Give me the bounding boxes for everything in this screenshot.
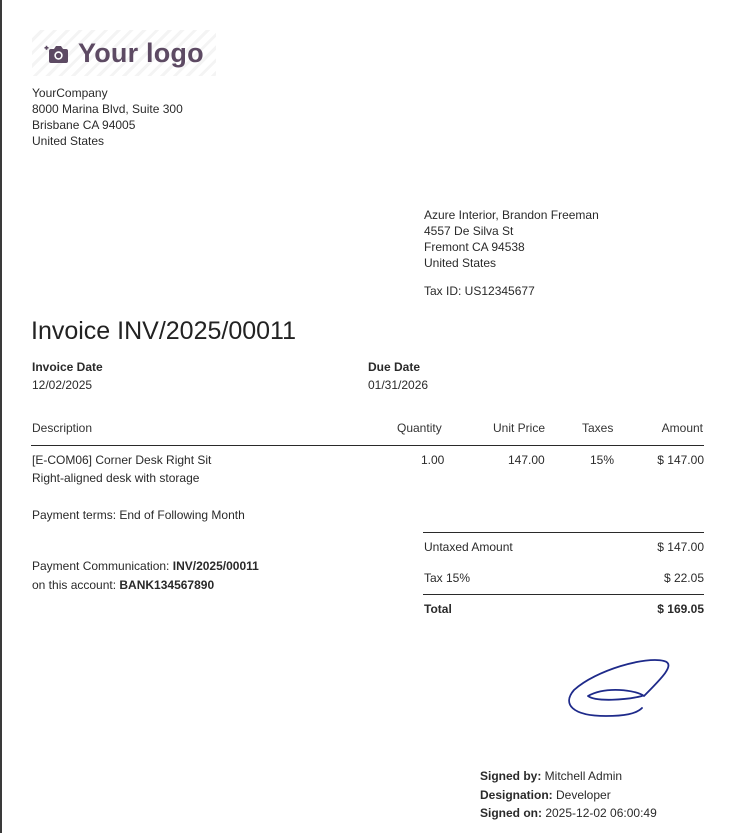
customer-address bbox=[424, 207, 599, 271]
customer-name: Azure Interior, Brandon Freeman bbox=[424, 208, 599, 222]
tax-value: $ 22.05 bbox=[663, 571, 704, 585]
customer-street: 4557 De Silva St bbox=[424, 224, 514, 238]
tax-label: Tax 15% bbox=[424, 571, 471, 585]
invoice-title: Invoice INV/2025/00011 bbox=[31, 317, 297, 345]
due-date-value: 01/31/2026 bbox=[368, 378, 429, 392]
company-address bbox=[32, 85, 183, 149]
company-name: YourCompany bbox=[32, 86, 108, 100]
due-date-label: Due Date bbox=[368, 360, 421, 374]
camera-plus-icon bbox=[44, 40, 70, 66]
line-unit-price: 147.00 bbox=[508, 453, 545, 467]
line-amount: $ 147.00 bbox=[657, 453, 704, 467]
line-quantity: 1.00 bbox=[421, 453, 445, 467]
page-border bbox=[0, 0, 2, 833]
logo-text: Your logo bbox=[78, 37, 204, 68]
totals-top-rule bbox=[423, 532, 704, 533]
column-header-taxes: Taxes bbox=[582, 421, 614, 435]
payment-communication-label: Payment Communication: bbox=[32, 559, 173, 573]
signed-by-value: Mitchell Admin bbox=[541, 769, 623, 783]
designation-value: Developer bbox=[552, 787, 611, 802]
line-description: [E-COM06] Corner Desk Right Sit bbox=[32, 453, 212, 467]
company-address-line2: Brisbane CA 94005 bbox=[32, 118, 136, 132]
invoice-date-label: Invoice Date bbox=[32, 360, 103, 374]
company-country: United States bbox=[32, 134, 105, 148]
column-header-amount: Amount bbox=[661, 421, 703, 435]
customer-city: Fremont CA 94538 bbox=[424, 240, 525, 254]
invoice-date-value: 12/02/2025 bbox=[32, 378, 93, 392]
payment-terms: Payment terms: End of Following Month bbox=[32, 508, 245, 522]
signed-on-value: 2025-12-02 06:00:49 bbox=[542, 806, 657, 820]
signature-image bbox=[566, 656, 674, 722]
total-value: $ 169.05 bbox=[657, 602, 704, 616]
line-description-detail: Right-aligned desk with storage bbox=[32, 471, 200, 485]
customer-tax-id: Tax ID: US12345677 bbox=[424, 284, 535, 298]
customer-country: United States bbox=[424, 256, 497, 270]
company-logo bbox=[32, 30, 216, 76]
line-taxes: 15% bbox=[590, 453, 615, 467]
payment-account-value: BANK134567890 bbox=[119, 578, 215, 592]
table-header-rule bbox=[31, 445, 704, 446]
payment-account-label: on this account: bbox=[32, 578, 120, 592]
total-rule bbox=[423, 594, 704, 595]
signed-on-label: Signed on: bbox=[480, 806, 542, 820]
payment-communication bbox=[32, 557, 259, 595]
column-header-quantity: Quantity bbox=[397, 421, 442, 435]
payment-communication-value: INV/2025/00011 bbox=[172, 559, 259, 573]
untaxed-amount-value: $ 147.00 bbox=[657, 540, 704, 554]
total-label: Total bbox=[424, 602, 452, 616]
designation-label: Designation: bbox=[480, 787, 553, 802]
signature-details bbox=[480, 767, 657, 823]
column-header-description: Description bbox=[32, 421, 93, 435]
signed-by-label: Signed by: bbox=[480, 769, 542, 783]
company-address-line1: 8000 Marina Blvd, Suite 300 bbox=[32, 102, 183, 116]
untaxed-amount-label: Untaxed Amount bbox=[424, 540, 513, 554]
column-header-unit-price: Unit Price bbox=[493, 421, 546, 435]
